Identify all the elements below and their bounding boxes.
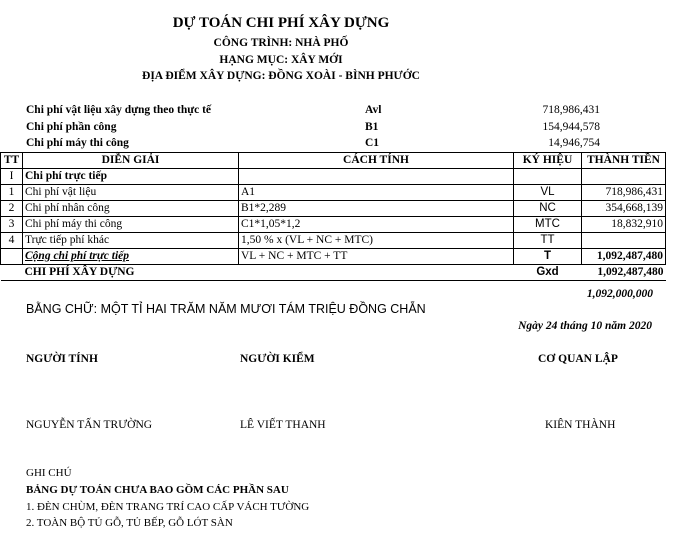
section-desc: Chi phí trực tiếp (23, 169, 239, 185)
notes-item: 2. TOÀN BỘ TỦ GỖ, TỦ BẾP, GỖ LÓT SÀN (26, 517, 233, 529)
checker-name: LÊ VIẾT THANH (240, 419, 326, 431)
agency-name: KIÊN THÀNH (545, 419, 616, 431)
preparer-name: NGUYỄN TẤN TRƯỜNG (26, 419, 153, 431)
document-date: Ngày 24 tháng 10 năm 2020 (518, 320, 652, 332)
subtotal-sym: T (514, 249, 582, 265)
table-header (1, 153, 666, 169)
summary-label-materials: Chi phí vật liệu xây dựng theo thực tế (26, 104, 212, 116)
summary-value-labor: 154,944,578 (542, 121, 600, 133)
project-item: HẠNG MỤC: XÂY MỚI (219, 54, 343, 66)
notes-item: 1. ĐÈN CHÙM, ĐÈN TRANG TRÍ CAO CẤP VÁCH TƯỜNG (26, 501, 310, 513)
header-sym: KÝ HIỆU (514, 153, 582, 169)
table-total-row (1, 265, 666, 281)
summary-label-machine: Chi phí máy thi công (26, 137, 129, 149)
summary-code-materials: Avl (365, 104, 382, 116)
table-row: 2 Chi phí nhân công B1*2,289 NC 354,668,139 (1, 201, 666, 217)
table-subtotal-row (1, 249, 666, 265)
summary-label-labor: Chi phí phần công (26, 121, 117, 133)
total-sym: Gxd (514, 265, 582, 281)
section-tt: I (1, 169, 23, 185)
notes-heading: GHI CHÚ (26, 467, 72, 479)
subtotal-calc: VL + NC + MTC + TT (239, 249, 514, 265)
header-desc: DIỄN GIẢI (23, 153, 239, 169)
estimate-table (0, 152, 666, 281)
rounded-total: 1,092,000,000 (586, 288, 653, 300)
notes-subheading: BẢNG DỰ TOÁN CHƯA BAO GỒM CÁC PHẦN SAU (26, 484, 289, 496)
agency-title: CƠ QUAN LẬP (538, 353, 618, 365)
subtotal-desc: Cộng chi phí trực tiếp (23, 249, 239, 265)
header-amount: THÀNH TIỀN (582, 153, 666, 169)
table-row: 1 Chi phí vật liệu A1 VL 718,986,431 (1, 185, 666, 201)
preparer-title: NGƯỜI TÍNH (26, 353, 98, 365)
project-name: CÔNG TRÌNH: NHÀ PHỐ (213, 37, 349, 49)
checker-title: NGƯỜI KIỂM (240, 353, 315, 365)
summary-value-machine: 14,946,754 (548, 137, 600, 149)
total-desc: CHI PHÍ XÂY DỰNG (23, 265, 239, 281)
subtotal-amount: 1,092,487,480 (582, 249, 666, 265)
header-tt: TT (1, 153, 23, 169)
document-title: DỰ TOÁN CHI PHÍ XÂY DỰNG (172, 15, 390, 31)
project-location: ĐỊA ĐIỂM XÂY DỰNG: ĐỒNG XOÀI - BÌNH PHƯỚC (142, 70, 420, 82)
summary-code-machine: C1 (365, 137, 380, 149)
table-row: 3 Chi phí máy thi công C1*1,05*1,2 MTC 18,832,910 (1, 217, 666, 233)
table-row: 4 Trực tiếp phí khác 1,50 % x (VL + NC + MTC) TT (1, 233, 666, 249)
table-section-row (1, 169, 666, 185)
total-amount: 1,092,487,480 (582, 265, 666, 281)
summary-value-materials: 718,986,431 (542, 104, 600, 116)
summary-code-labor: B1 (365, 121, 379, 133)
header-calc: CÁCH TÍNH (239, 153, 514, 169)
amount-in-words: BẰNG CHỮ: MỘT TỈ HAI TRĂM NĂM MƯƠI TÁM TRIỆU ĐỒNG CHẴN (26, 302, 426, 316)
